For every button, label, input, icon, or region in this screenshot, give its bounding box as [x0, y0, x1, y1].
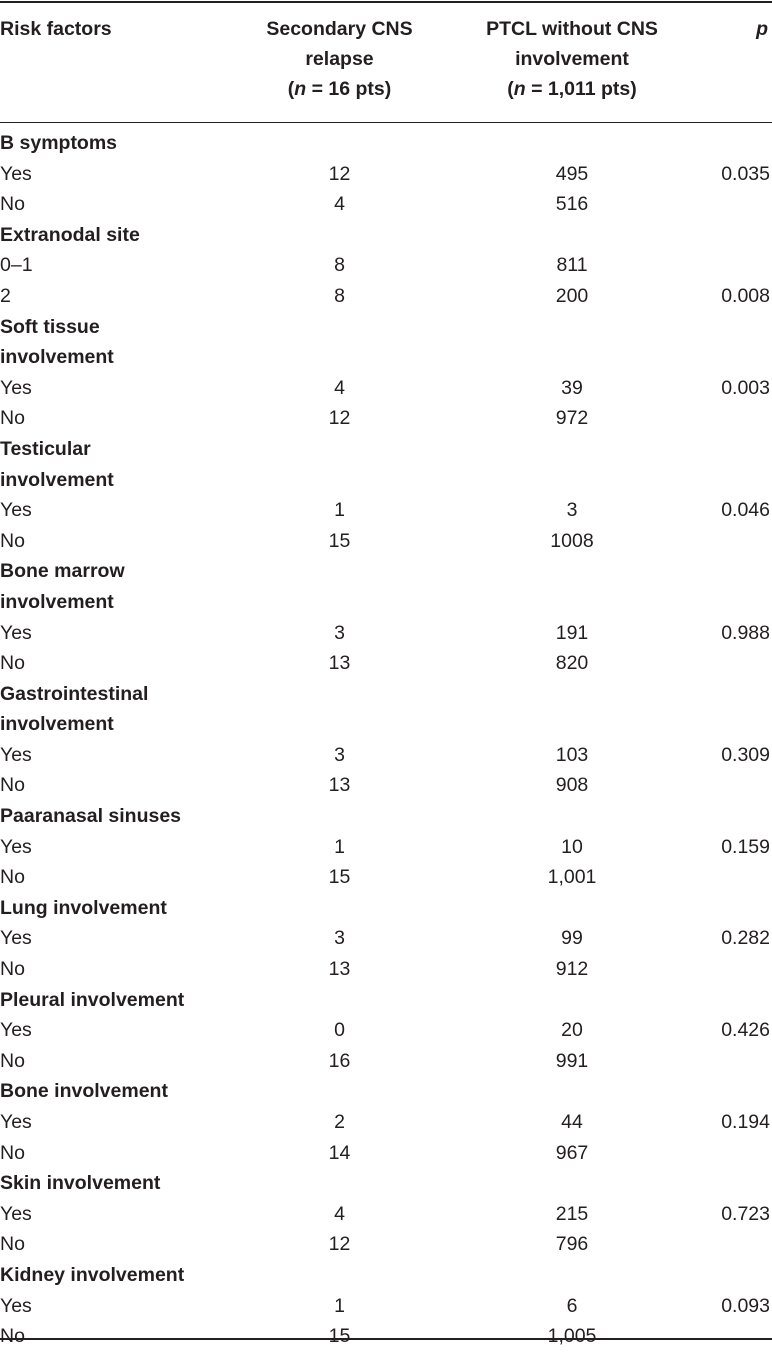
- ptcl-count: 1,001: [547, 866, 597, 889]
- secondary-cns-count: 12: [328, 1233, 351, 1256]
- row-label: No: [0, 1141, 25, 1164]
- group-heading-row: [0, 128, 772, 159]
- table-row: [0, 1291, 772, 1322]
- group-heading: involvement: [0, 590, 114, 613]
- secondary-cns-count: 2: [334, 1111, 345, 1133]
- row-label: No: [0, 193, 25, 216]
- ptcl-count: 796: [555, 1233, 589, 1256]
- row-label: Yes: [0, 835, 32, 858]
- header-ptcl-n-prefix: (: [507, 78, 514, 100]
- ptcl-count: 972: [555, 407, 589, 430]
- group-heading: B symptoms: [0, 132, 118, 154]
- row-label: No: [0, 958, 25, 981]
- row-label: Yes: [0, 621, 32, 644]
- secondary-cns-count: 12: [328, 407, 351, 430]
- ptcl-count: 99: [561, 927, 583, 950]
- row-label: Yes: [0, 1111, 32, 1133]
- secondary-cns-count: 3: [334, 927, 345, 950]
- table-row: [0, 832, 772, 863]
- row-label: No: [0, 1325, 25, 1348]
- secondary-cns-count: 0: [334, 1019, 345, 1042]
- row-label: No: [0, 866, 25, 889]
- ptcl-count: 1008: [550, 529, 594, 552]
- group-heading: Kidney involvement: [0, 1263, 185, 1286]
- group-heading-row: [0, 1076, 772, 1107]
- table-row: [0, 1199, 772, 1230]
- group-heading-row: [0, 1260, 772, 1291]
- ptcl-count: 215: [555, 1202, 589, 1225]
- header-secondary-count: [252, 74, 427, 104]
- group-heading-row: [0, 801, 772, 832]
- row-label: Yes: [0, 162, 32, 185]
- table-row: [0, 648, 772, 679]
- table-row: [0, 740, 772, 771]
- ptcl-count: 811: [556, 254, 588, 277]
- table-row: [0, 1138, 772, 1169]
- group-heading: Skin involvement: [0, 1172, 161, 1195]
- header-secondary-cns-relapse: [252, 14, 427, 104]
- table-row: [0, 1015, 772, 1046]
- group-heading: Bone involvement: [0, 1080, 168, 1103]
- group-heading-row: [0, 893, 772, 924]
- table-row: [0, 495, 772, 526]
- group-heading: involvement: [0, 713, 114, 736]
- table-row: [0, 1321, 772, 1352]
- group-heading: Extranodal site: [0, 223, 140, 246]
- row-label: Yes: [0, 927, 32, 950]
- header-secondary-n-prefix: (: [287, 78, 295, 100]
- secondary-cns-count: 8: [334, 254, 345, 277]
- ptcl-count: 10: [561, 835, 583, 858]
- header-ptcl-n-var: n: [513, 78, 526, 100]
- secondary-cns-count: 3: [334, 621, 345, 644]
- group-heading: Bone marrow: [0, 560, 125, 583]
- header-secondary-line1: Secondary CNS: [266, 18, 413, 40]
- group-heading: Testicular: [0, 437, 91, 460]
- secondary-cns-count: 4: [334, 1202, 345, 1225]
- header-secondary-n-suffix: = 16 pts): [306, 78, 392, 100]
- table-row: [0, 923, 772, 954]
- row-label: 2: [0, 284, 11, 307]
- row-label: No: [0, 774, 25, 797]
- row-label: 0–1: [0, 254, 33, 277]
- group-heading: Lung involvement: [0, 896, 167, 919]
- header-risk-factors: Risk factors: [0, 18, 112, 40]
- group-heading-row: [0, 709, 772, 740]
- group-heading: involvement: [0, 346, 114, 369]
- secondary-cns-count: 14: [328, 1141, 351, 1164]
- secondary-cns-count: 3: [334, 743, 345, 766]
- table-row: [0, 281, 772, 312]
- table-row: [0, 954, 772, 985]
- group-heading-row: [0, 312, 772, 343]
- group-heading-row: [0, 342, 772, 373]
- secondary-cns-count: 13: [328, 652, 351, 675]
- group-heading-row: [0, 985, 772, 1016]
- group-heading: Gastrointestinal: [0, 682, 149, 705]
- group-heading-row: [0, 434, 772, 465]
- p-value: 0.194: [721, 1111, 770, 1133]
- secondary-cns-count: 4: [334, 376, 345, 399]
- table-row: [0, 618, 772, 649]
- table-header-rule: [0, 122, 772, 123]
- table-row: [0, 1229, 772, 1260]
- ptcl-count: 44: [561, 1111, 583, 1133]
- ptcl-count: 6: [566, 1294, 578, 1317]
- row-label: No: [0, 1233, 25, 1256]
- table-bottom-rule: [0, 1338, 772, 1340]
- row-label: No: [0, 407, 25, 430]
- secondary-cns-count: 15: [328, 529, 351, 552]
- p-value: 0.309: [721, 743, 770, 766]
- p-value: 0.008: [721, 284, 770, 307]
- row-label: Yes: [0, 376, 32, 399]
- header-ptcl-without-cns: [458, 14, 686, 104]
- p-value: 0.159: [721, 835, 770, 858]
- group-heading: Paaranasal sinuses: [0, 805, 182, 828]
- table-row: [0, 189, 772, 220]
- ptcl-count: 912: [555, 958, 589, 981]
- ptcl-count: 3: [566, 499, 578, 522]
- header-secondary-line2: relapse: [305, 48, 374, 70]
- row-label: Yes: [0, 499, 32, 522]
- group-heading-row: [0, 220, 772, 251]
- row-label: Yes: [0, 1019, 32, 1042]
- p-value: 0.282: [721, 927, 770, 950]
- table-row: [0, 526, 772, 557]
- ptcl-count: 967: [555, 1141, 589, 1164]
- header-p-value: p: [756, 18, 768, 40]
- ptcl-count: 200: [555, 284, 589, 307]
- secondary-cns-count: 8: [334, 284, 345, 307]
- table-top-rule: [0, 1, 772, 3]
- group-heading: involvement: [0, 468, 114, 491]
- ptcl-count: 516: [555, 193, 589, 216]
- ptcl-count: 20: [561, 1019, 583, 1042]
- ptcl-count: 495: [555, 162, 589, 185]
- ptcl-count: 1,005: [547, 1325, 597, 1348]
- ptcl-count: 39: [561, 376, 583, 399]
- p-value: 0.093: [721, 1294, 770, 1317]
- group-heading-row: [0, 1168, 772, 1199]
- secondary-cns-count: 12: [328, 162, 351, 185]
- p-value: 0.003: [721, 376, 770, 399]
- row-label: No: [0, 652, 25, 675]
- ptcl-count: 103: [555, 743, 589, 766]
- header-ptcl-line1: PTCL without CNS: [486, 18, 658, 40]
- ptcl-count: 191: [555, 621, 589, 644]
- secondary-cns-count: 13: [328, 774, 351, 797]
- p-value: 0.723: [721, 1202, 770, 1225]
- row-label: Yes: [0, 1294, 32, 1317]
- p-value: 0.988: [721, 621, 770, 644]
- row-label: No: [0, 1049, 25, 1072]
- table-row: [0, 1107, 772, 1138]
- p-value: 0.035: [721, 162, 770, 185]
- table-row: [0, 770, 772, 801]
- ptcl-count: 908: [555, 774, 589, 797]
- p-value: 0.426: [721, 1019, 770, 1042]
- group-heading-row: [0, 556, 772, 587]
- row-label: Yes: [0, 1202, 32, 1225]
- table-body: [0, 128, 772, 1352]
- secondary-cns-count: 1: [334, 1294, 345, 1317]
- group-heading-row: [0, 679, 772, 710]
- group-heading: Soft tissue: [0, 315, 100, 338]
- secondary-cns-count: 15: [328, 1325, 351, 1348]
- secondary-cns-count: 1: [334, 835, 345, 858]
- secondary-cns-count: 13: [328, 958, 351, 981]
- table-row: [0, 159, 772, 190]
- header-ptcl-line2: involvement: [515, 48, 629, 70]
- row-label: Yes: [0, 743, 32, 766]
- ptcl-count: 820: [555, 652, 589, 675]
- table-row: [0, 1046, 772, 1077]
- secondary-cns-count: 1: [334, 499, 345, 522]
- row-label: No: [0, 529, 25, 552]
- p-value: 0.046: [721, 499, 770, 522]
- secondary-cns-count: 4: [334, 193, 345, 216]
- secondary-cns-count: 16: [328, 1049, 351, 1072]
- table-row: [0, 403, 772, 434]
- header-ptcl-count: [458, 74, 686, 104]
- table-row: [0, 250, 772, 281]
- header-ptcl-n-suffix: = 1,011 pts): [525, 78, 637, 100]
- group-heading: Pleural involvement: [0, 988, 185, 1011]
- header-secondary-n-var: n: [294, 78, 307, 100]
- ptcl-count: 991: [555, 1049, 589, 1072]
- group-heading-row: [0, 587, 772, 618]
- table-row: [0, 862, 772, 893]
- secondary-cns-count: 15: [328, 866, 351, 889]
- group-heading-row: [0, 465, 772, 496]
- table-row: [0, 373, 772, 404]
